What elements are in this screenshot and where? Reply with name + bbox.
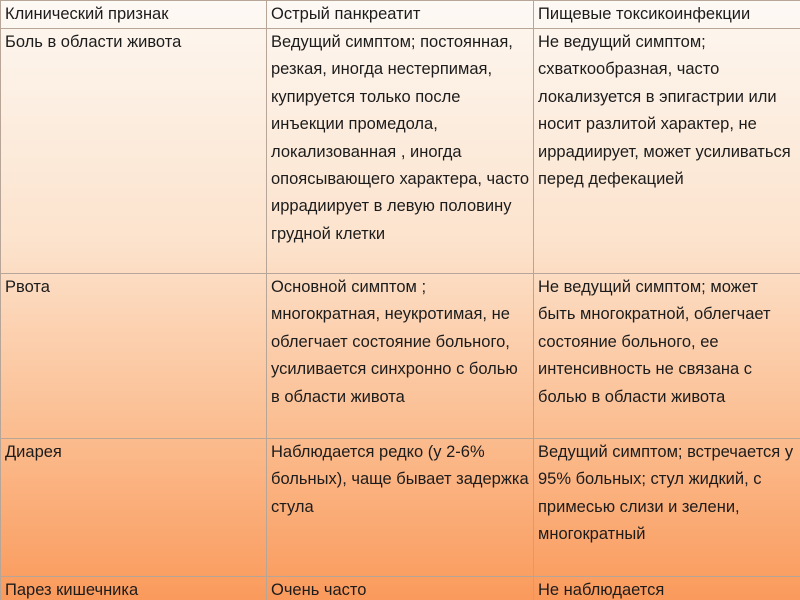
header-clinical-sign: Клинический признак [1,1,267,29]
cell-food-infection: Не ведущий симптом; схваткообразная, часто локализуется в эпигастрии или носит разлитой характер, не иррадиирует, может усиливаться перед дефекацией [534,29,800,274]
table-row [1,577,800,600]
cell-sign: Рвота [1,274,267,439]
header-food-toxicoinfections: Пищевые токсикоинфекции [534,1,800,29]
cell-sign: Диарея [1,439,267,577]
cell-sign: Боль в области живота [1,29,267,274]
cell-food-infection: Ведущий симптом; встречается у 95% больных; стул жидкий, с примесью слизи и зелени, многократный [534,439,800,577]
header-acute-pancreatitis: Острый панкреатит [267,1,534,29]
cell-sign: Парез кишечника [1,577,267,600]
cell-pancreatitis: Основной симптом ; многократная, неукротимая, не облегчает состояние больного, усиливается синхронно с болью в области живота [267,274,534,439]
table-row [1,274,800,439]
cell-pancreatitis: Очень часто [267,577,534,600]
cell-pancreatitis: Ведущий симптом; постоянная, резкая, иногда нестерпимая, купируется только после инъекции промедола, локализованная , иногда опоясывающего характера, часто иррадиирует в левую половину грудной клетки [267,29,534,274]
table-row [1,439,800,577]
cell-food-infection: Не наблюдается [534,577,800,600]
cell-food-infection: Не ведущий симптом; может быть многократной, облегчает состояние больного, ее интенсивность не связана с болью в области живота [534,274,800,439]
table-header-row [1,1,800,29]
cell-pancreatitis: Наблюдается редко (у 2-6% больных), чаще бывает задержка стула [267,439,534,577]
table-row [1,29,800,274]
